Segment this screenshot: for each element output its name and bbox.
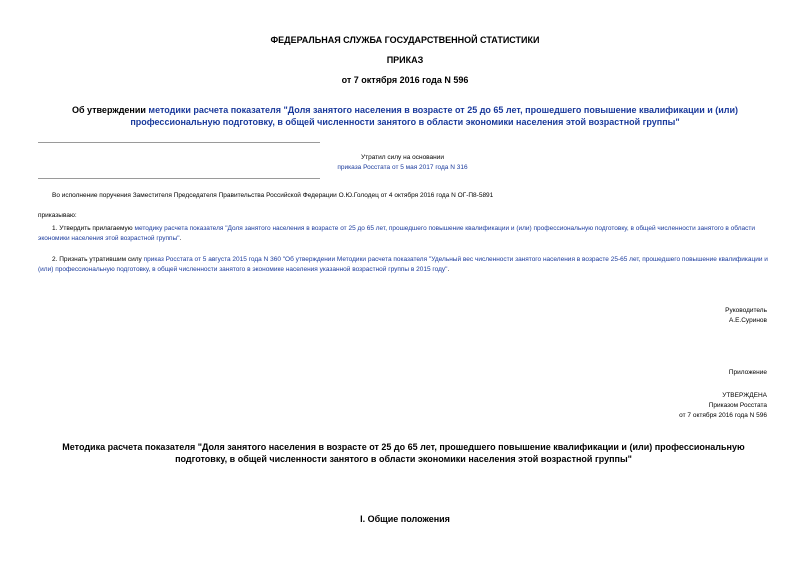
order-title-prefix: Об утверждении [71, 105, 149, 115]
agency-heading: ФЕДЕРАЛЬНАЯ СЛУЖБА ГОСУДАРСТВЕННОЙ СТАТИСТИКИ [270, 35, 540, 45]
item-2-prefix: 2. Признать утратившим силу [52, 256, 144, 263]
order-item-2 [38, 255, 768, 274]
signature-block [725, 306, 767, 326]
section-heading: I. Общие положения [360, 514, 450, 524]
approval-approved: УТВЕРЖДЕНА [722, 392, 767, 399]
order-title [60, 104, 750, 128]
appendix-label: Приложение [728, 369, 767, 376]
signature-name: А.Е.Суринов [728, 317, 767, 324]
order-word: приказываю: [38, 212, 77, 219]
method-title: Методика расчета показателя "Доля занятого населения в возрасте от 25 до 65 лет, прошедшего повышение квалификации и (или) профессиональную подготовку, в общей численности занятого в области экономики населения этой возрастной группы" [62, 442, 745, 464]
item-2-link[interactable]: приказ Росстата от 5 августа 2015 года N 360 "Об утверждении Методики расчета показателя "Удельный вес численности занятого населения в возрасте 25-65 лет, прошедшего повышение квалификации и (или) профессиональную подготовку, в общей численности занятого в экономике населения указанной возрастной группы в 2015 году" [38, 256, 768, 273]
approval-by: Приказом Росстата [708, 402, 767, 409]
approval-date: от 7 октября 2016 года N 596 [679, 412, 767, 419]
item-1-link[interactable]: методику расчета показателя "Доля занятого населения в возрасте от 25 до 65 лет, прошедшего повышение квалификации и (или) профессиональную подготовку, в общей численности занятого в области экономики населения этой возрастной группы" [38, 225, 755, 242]
order-title-link[interactable]: методики расчета показателя "Доля занятого населения в возрасте от 25 до 65 лет, прошедшего повышение квалификации и (или) профессиональную подготовку, в общей численности занятого в области экономики населения этой возрастной группы" [130, 105, 739, 127]
status-note-line: Утратил силу на основании [360, 154, 445, 161]
intro-paragraph: Во исполнение поручения Заместителя Председателя Правительства Российской Федерации О.Ю.Голодец от 4 октября 2016 года N ОГ-П8-5891 [52, 192, 494, 199]
signature-role: Руководитель [725, 307, 767, 314]
status-note [320, 153, 485, 173]
date-number-heading: от 7 октября 2016 года N 596 [341, 75, 469, 85]
divider-bottom [38, 178, 320, 179]
item-1-suffix: . [179, 234, 182, 242]
item-1-prefix: 1. Утвердить прилагаемую [52, 225, 135, 232]
item-2-suffix: . [447, 265, 450, 273]
order-item-1 [38, 224, 768, 243]
approval-block [679, 391, 767, 421]
divider-top [38, 142, 320, 143]
status-note-link[interactable]: приказа Росстата от 5 мая 2017 года N 316 [337, 164, 468, 171]
doc-type-heading: ПРИКАЗ [386, 55, 424, 65]
